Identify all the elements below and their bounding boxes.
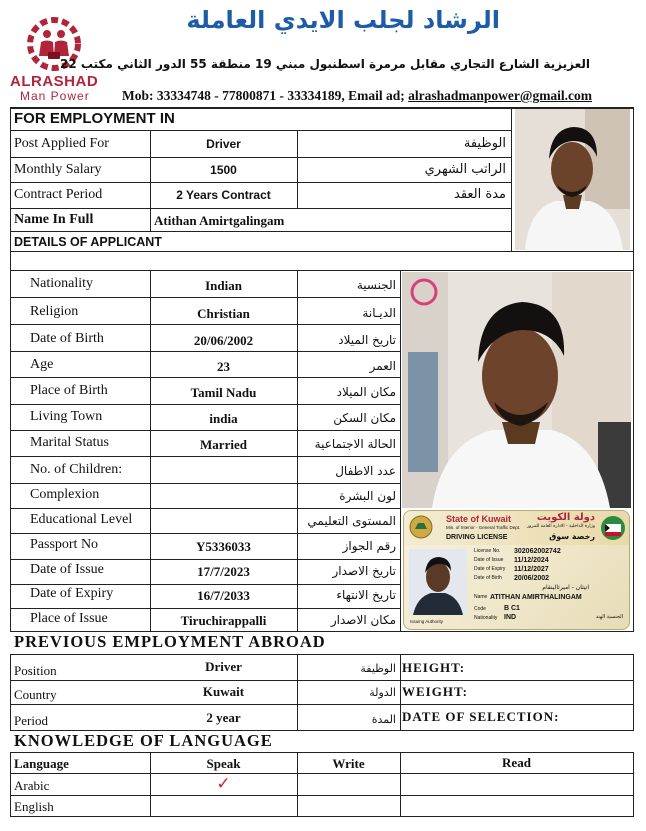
- value-monthly-salary: 1500: [210, 163, 237, 177]
- license-name-label: Name: [474, 594, 488, 600]
- license-photo: [409, 549, 467, 615]
- label-place-of-issue: Place of Issue: [30, 611, 108, 626]
- value-post-applied: Driver: [206, 137, 241, 151]
- arabic-monthly-salary: الراتب الشهري: [424, 162, 506, 177]
- value-nationality: Indian: [205, 278, 242, 293]
- label-height: HEIGHT:: [402, 660, 466, 675]
- license-no-value: 302062002742: [514, 548, 561, 555]
- arabic-marital-status: الحالة الاجتماعية: [314, 437, 396, 451]
- label-nationality: Nationality: [30, 276, 93, 291]
- checkmark-icon: ✓: [216, 774, 231, 794]
- label-position: Position: [14, 663, 57, 678]
- license-code-value: B C1: [504, 605, 520, 612]
- arabic-contract-period: مدة العقد: [454, 187, 506, 202]
- arabic-period: المدة: [371, 713, 396, 726]
- label-date-of-birth: Date of Birth: [30, 331, 104, 346]
- value-place-of-birth: Tamil Nadu: [190, 385, 257, 400]
- arabic-educational-level: المستوى التعليمي: [307, 514, 396, 528]
- value-contract-period: 2 Years Contract: [176, 188, 271, 202]
- license-type-en: DRIVING LICENSE: [446, 534, 508, 541]
- previous-section-title: PREVIOUS EMPLOYMENT ABROAD: [14, 632, 326, 651]
- label-complexion: Complexion: [30, 487, 100, 502]
- license-birth-label: Date of Birth: [474, 575, 502, 581]
- license-expiry-value: 11/12/2027: [514, 566, 549, 573]
- license-expiry-label: Date of Expiry: [474, 566, 506, 572]
- email-link[interactable]: alrashadmanpower@gmail.com: [408, 88, 593, 103]
- value-country: Kuwait: [202, 684, 245, 699]
- arabic-country: الدولة: [369, 686, 396, 699]
- logo-subtext: Man Power: [20, 89, 90, 103]
- applicant-full-photo: [402, 272, 631, 508]
- company-logo: [8, 10, 100, 102]
- logo-text: ALRASHAD: [10, 73, 99, 90]
- value-place-of-issue: Tiruchirappalli: [180, 613, 267, 628]
- employment-section-title: FOR EMPLOYMENT IN: [14, 110, 175, 127]
- label-marital-status: Marital Status: [30, 435, 109, 450]
- value-passport-no: Y5336033: [196, 539, 251, 554]
- arabic-date-of-issue: تاريخ الاصدار: [332, 564, 396, 578]
- language-name-english: English: [14, 799, 54, 814]
- person-portrait-icon: [409, 549, 467, 615]
- license-name-value: ATITHAN AMIRTHALINGAM: [490, 594, 582, 601]
- details-section-title: DETAILS OF APPLICANT: [14, 235, 162, 249]
- arabic-living-town: مكان السكن: [333, 411, 396, 425]
- license-issuing-label: Issuing Authority: [410, 619, 444, 624]
- header-write: Write: [332, 756, 365, 771]
- license-type-ar: رخصة سوق: [549, 532, 595, 541]
- kuwait-flag-icon: [599, 514, 627, 542]
- label-contract-period: Contract Period: [14, 187, 103, 202]
- license-birth-value: 20/06/2002: [514, 575, 550, 582]
- label-name-in-full: Name In Full: [14, 212, 94, 227]
- arabic-complexion: لون البشرة: [339, 489, 396, 503]
- label-country: Country: [14, 687, 57, 702]
- value-marital-status: Married: [200, 437, 247, 452]
- language-name-arabic: Arabic: [14, 778, 50, 793]
- license-issuing-ar: الجنسية الهند: [595, 614, 623, 620]
- arabic-address: العزيزية الشارع التجاري مقابل مرمرة اسطنبول مبني 19 منطقة 55 الدور الثاني مكتب 22: [60, 57, 590, 71]
- license-ministry-ar: وزارة الداخلية - الادارة العامة للمرور: [526, 524, 595, 529]
- arabic-passport-no: رقم الجواز: [342, 539, 396, 553]
- license-state-ar: دولة الكويت: [536, 512, 595, 523]
- license-ministry: Min. of Interior - General Traffic Dept.: [446, 525, 521, 530]
- arabic-no-of-children: عدد الاطفال: [335, 464, 396, 478]
- license-no-label: License No.: [474, 548, 501, 554]
- label-place-of-birth: Place of Birth: [30, 383, 108, 398]
- value-position: Driver: [205, 659, 242, 674]
- arabic-nationality: الجنسية: [356, 278, 396, 292]
- contact-line: [122, 89, 592, 103]
- applicant-passport-photo: [515, 109, 630, 250]
- value-name-in-full: Atithan Amirtgalingam: [154, 213, 285, 228]
- label-passport-no: Passport No: [30, 537, 99, 552]
- arabic-date-of-birth: تاريخ الميلاد: [338, 333, 396, 347]
- person-portrait-icon: [515, 109, 630, 250]
- license-nationality-value: IND: [504, 614, 517, 621]
- contact-prefix: Mob: 33334748 - 77800871 - 33334189, Email ad;: [122, 88, 409, 103]
- header-read: Read: [502, 755, 531, 770]
- value-date-of-issue: 17/7/2023: [197, 564, 250, 579]
- arabic-company-title: الرشاد لجلب الايدي العاملة: [186, 6, 500, 34]
- language-section-title: KNOWLEDGE OF LANGUAGE: [14, 731, 273, 750]
- label-date-of-selection: DATE OF SELECTION:: [402, 709, 560, 724]
- license-issue-label: Date of Issue: [474, 557, 504, 563]
- arabic-place-of-birth: مكان الميلاد: [336, 385, 396, 399]
- value-religion: Christian: [197, 306, 250, 321]
- arabic-date-of-expiry: تاريخ الانتهاء: [336, 588, 396, 602]
- label-period: Period: [14, 713, 48, 728]
- label-educational-level: Educational Level: [30, 512, 133, 527]
- license-name-ar: اتيثان - اميرثالينقام: [542, 584, 589, 591]
- value-age: 23: [217, 359, 230, 374]
- driving-license-card: [403, 510, 630, 630]
- label-no-of-children: No. of Children:: [30, 462, 123, 477]
- label-monthly-salary: Monthly Salary: [14, 162, 102, 177]
- arabic-religion: الديـانة: [362, 306, 396, 320]
- value-date-of-birth: 20/06/2002: [193, 333, 254, 348]
- label-date-of-issue: Date of Issue: [30, 562, 104, 577]
- label-weight: WEIGHT:: [402, 684, 468, 699]
- person-portrait-icon: [402, 272, 631, 508]
- kuwait-emblem-icon: [408, 514, 434, 540]
- license-nationality-label: Nationality: [474, 615, 498, 621]
- label-date-of-expiry: Date of Expiry: [30, 586, 114, 601]
- arabic-position: الوظيفة: [360, 662, 396, 675]
- license-state-en: State of Kuwait: [446, 514, 512, 524]
- license-code-label: Code: [474, 606, 486, 612]
- value-date-of-expiry: 16/7/2033: [197, 588, 250, 603]
- label-religion: Religion: [30, 304, 79, 319]
- label-living-town: Living Town: [30, 409, 103, 424]
- label-post-applied: Post Applied For: [14, 136, 109, 151]
- header-language: Language: [14, 756, 69, 771]
- value-period: 2 year: [206, 710, 241, 725]
- arabic-age: العمر: [369, 359, 396, 373]
- header-speak: Speak: [206, 756, 241, 771]
- arabic-place-of-issue: مكان الاصدار: [330, 613, 396, 627]
- arabic-post-applied: الوظيفة: [463, 136, 506, 151]
- value-living-town: india: [209, 411, 238, 426]
- license-issue-value: 11/12/2024: [514, 557, 549, 564]
- label-age: Age: [30, 357, 54, 372]
